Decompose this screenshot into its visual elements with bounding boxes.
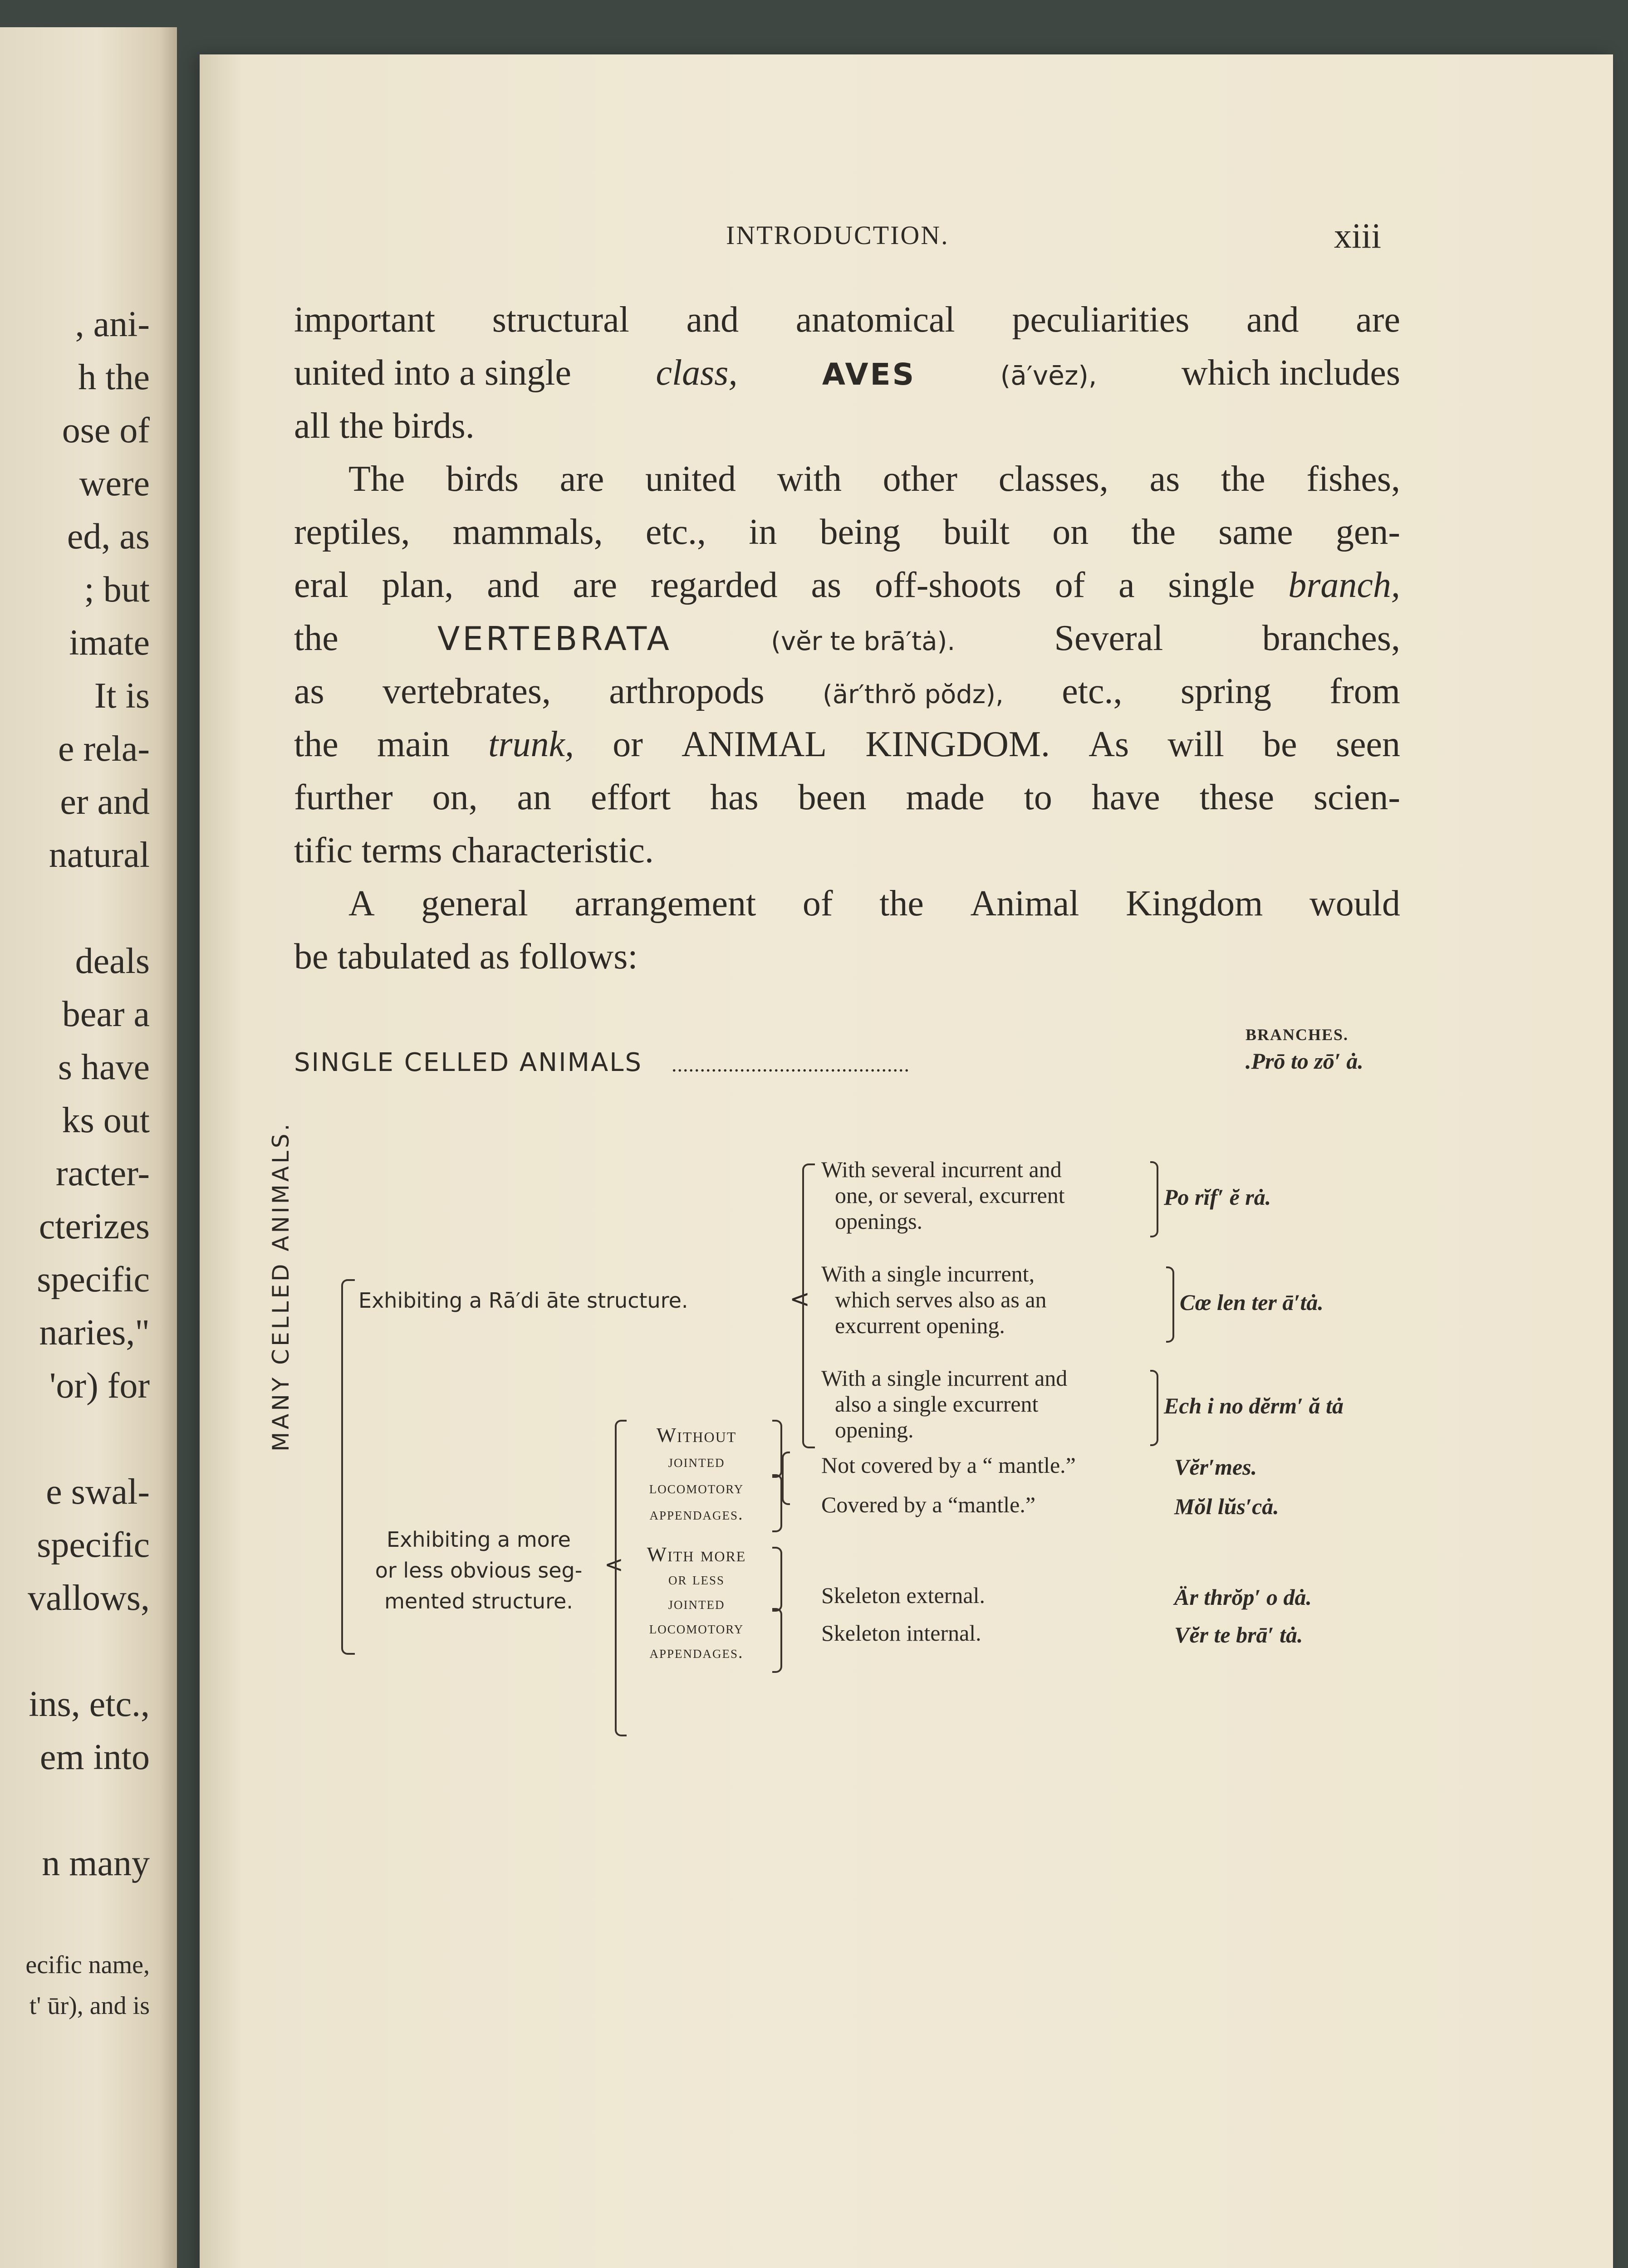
brace bbox=[615, 1420, 627, 1736]
branches-header: BRANCHES. bbox=[1246, 1026, 1349, 1044]
left-page-line: natural bbox=[49, 835, 150, 875]
single-celled-label: SINGLE CELLED ANIMALS bbox=[294, 1048, 643, 1077]
row-description: Skeleton external. bbox=[821, 1583, 985, 1608]
brace bbox=[1166, 1266, 1174, 1343]
left-page-line: specific bbox=[37, 1260, 150, 1300]
left-page-line: deals bbox=[75, 941, 150, 981]
left-page-line: , ani- bbox=[75, 304, 150, 344]
brace bbox=[1150, 1370, 1158, 1446]
leader-dots: .......................................... bbox=[672, 1053, 910, 1076]
left-page-line: racter- bbox=[55, 1154, 150, 1193]
branch-vertebrata: Vĕr te brā′ tȧ. bbox=[1174, 1622, 1303, 1647]
book-page bbox=[200, 54, 1613, 2268]
left-page-line: ins, etc., bbox=[29, 1684, 150, 1724]
left-page-line: imate bbox=[69, 623, 150, 663]
brace bbox=[772, 1420, 782, 1478]
branch-coelenterata: Cœ len ter ā′tȧ. bbox=[1180, 1290, 1324, 1315]
paragraph-line: be tabulated as follows: bbox=[294, 937, 638, 977]
brace-point: < bbox=[604, 1551, 623, 1578]
paragraph-line: A general arrangement of the Animal Kingdom would bbox=[348, 884, 1400, 924]
brace-point: < bbox=[789, 1285, 810, 1313]
row-description: Covered by a “mantle.” bbox=[821, 1492, 1036, 1517]
running-title: INTRODUCTION. bbox=[726, 220, 949, 250]
group-label-with-appendages: With more or less jointed locomotory appendages. bbox=[647, 1543, 746, 1662]
left-page-margin bbox=[0, 27, 177, 2268]
branch-vermes: Vĕr′mes. bbox=[1174, 1454, 1257, 1480]
left-page-line: t' ūr), and is bbox=[29, 1992, 150, 2020]
left-page-line: It is bbox=[94, 676, 150, 716]
brace bbox=[341, 1279, 355, 1655]
left-page-line: cterizes bbox=[39, 1207, 150, 1246]
left-page-line: e swal- bbox=[46, 1472, 150, 1512]
paragraph-line: The birds are united with other classes, as the fishes, bbox=[348, 459, 1400, 499]
left-page-line: bear a bbox=[62, 994, 150, 1034]
left-page-line: ks out bbox=[62, 1100, 150, 1140]
brace bbox=[772, 1474, 782, 1532]
branch-arthropoda: Är thrŏp′ o dȧ. bbox=[1174, 1584, 1312, 1610]
branch-mollusca: Mŏl lŭs′cȧ. bbox=[1174, 1494, 1279, 1519]
brace bbox=[772, 1608, 782, 1673]
paragraph-line: the VERTEBRATA (vĕr te brā′tȧ). Several branches, bbox=[294, 618, 1400, 658]
group-description: With several incurrent and one, or several, excurrent openings. bbox=[821, 1157, 1065, 1234]
left-page-line: ecific name, bbox=[25, 1951, 150, 1979]
page-number: xiii bbox=[1334, 216, 1382, 255]
paragraph-line: important structural and anatomical peculiarities and are bbox=[294, 300, 1400, 340]
brace bbox=[772, 1547, 782, 1612]
paragraph-line: as vertebrates, arthropods (är′thrŏ pŏdz), etc., spring from bbox=[294, 671, 1400, 711]
group-label-without-appendages: Without jointed locomotory appendages. bbox=[649, 1423, 744, 1524]
left-page-line: ose of bbox=[62, 411, 150, 450]
branch-porifera: Po rĭf′ ĕ rȧ. bbox=[1164, 1184, 1271, 1210]
paragraph-line: tific terms characteristic. bbox=[294, 831, 654, 870]
left-page-line: s have bbox=[58, 1047, 150, 1087]
branch-protozoa: .Prō to zō′ ȧ. bbox=[1246, 1048, 1363, 1074]
left-page-line: were bbox=[79, 464, 150, 503]
paragraph-line: united into a single class, AVES (ā′vēz), which includes bbox=[294, 353, 1400, 393]
group-description: With a single incurrent, which serves also as an excurrent opening. bbox=[821, 1261, 1047, 1338]
left-page-line: vallows, bbox=[28, 1578, 150, 1618]
brace bbox=[1150, 1161, 1158, 1237]
left-page-line: h the bbox=[78, 357, 150, 397]
many-celled-label: MANY CELLED ANIMALS. bbox=[268, 1121, 294, 1452]
segmented-structure-label: Exhibiting a more or less obvious seg- mented structure. bbox=[375, 1527, 583, 1613]
left-page-line: naries," bbox=[39, 1313, 150, 1353]
left-page-line: e rela- bbox=[58, 729, 150, 769]
left-page-line: 'or) for bbox=[49, 1366, 150, 1406]
left-page-line: specific bbox=[37, 1525, 150, 1565]
paragraph-line: further on, an effort has been made to have these scien- bbox=[294, 777, 1400, 817]
paragraph-line: the main trunk, or ANIMAL KINGDOM. As will be seen bbox=[294, 724, 1400, 764]
radiate-structure-label: Exhibiting a Rā′di āte structure. bbox=[358, 1288, 688, 1313]
brace bbox=[782, 1452, 790, 1505]
paragraph-line: reptiles, mammals, etc., in being built on the same gen- bbox=[294, 512, 1400, 552]
left-page-line: n many bbox=[42, 1843, 150, 1883]
left-page-line: er and bbox=[60, 782, 150, 822]
row-description: Not covered by a “ mantle.” bbox=[821, 1452, 1076, 1478]
group-description: With a single incurrent and also a single excurrent opening. bbox=[821, 1365, 1068, 1442]
paragraph-line: eral plan, and are regarded as off-shoots of a single branch, bbox=[294, 565, 1400, 605]
left-page-line: ; but bbox=[84, 570, 150, 610]
row-description: Skeleton internal. bbox=[821, 1620, 981, 1646]
brace bbox=[802, 1163, 815, 1448]
left-page-line: ed, as bbox=[67, 517, 150, 557]
branch-echinodermata: Ech i no dĕrm′ ă tȧ bbox=[1164, 1393, 1344, 1418]
paragraph-line: all the birds. bbox=[294, 406, 475, 446]
left-page-line: em into bbox=[39, 1737, 150, 1777]
